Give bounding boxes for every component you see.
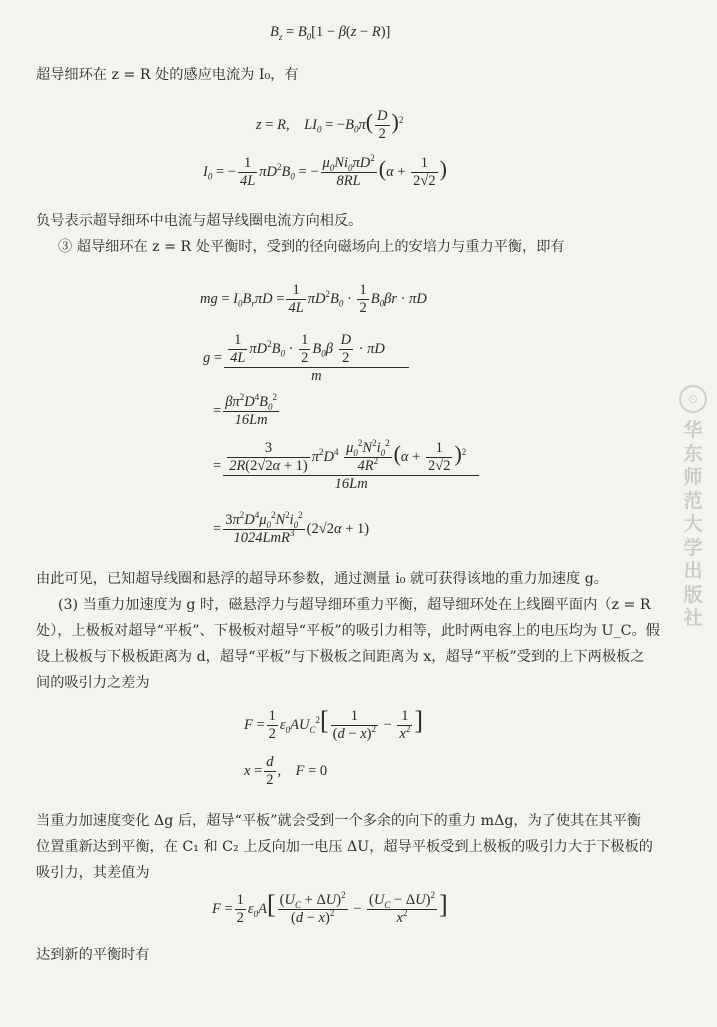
text-item-3: ③ 超导细环在 z = R 处平衡时，受到的径向磁场向上的安培力与重力平衡，即有	[58, 239, 565, 255]
text-para3-line2: 处），上极板对超导“平板”、下极板对超导“平板”的吸引力相等，此时两电容上的电压均为 U_C。假	[36, 623, 660, 639]
watermark-char: 师	[683, 466, 703, 488]
watermark-char: 出	[683, 560, 703, 582]
equation-g-step2: = $\frac{\beta\pi^2D^4B_0^2}{16Lm}$	[213, 392, 278, 428]
text-para3-line1: (3) 当重力加速度为 g 时，磁悬浮力与超导细环重力平衡，超导细环处在上线圈平面内（z = R	[58, 597, 651, 613]
watermark-char: 社	[683, 607, 703, 629]
text-para4-line1: 当重力加速度变化 Δg 后，超导“平板”就会受到一个多余的向下的重力 mΔg，为了使其在其平衡	[36, 813, 642, 829]
text-sign-note: 负号表示超导细环中电流与超导线圈电流方向相反。	[36, 213, 363, 229]
text-para3-line4: 间的吸引力之差为	[36, 675, 150, 691]
text-para4-line2: 位置重新达到平衡，在 C₁ 和 C₂ 上反向加一电压 ΔU，超导平板受到上极板的吸引力大于下极板的	[36, 839, 653, 855]
text-current-line: 超导细环在 z = R 处的感应电流为 I₀，有	[36, 67, 299, 83]
equation-force-2: F = $\frac{1}{2}$ $\varepsilon_0A$[ $\frac{(U_C + \Delta U)^2}{(d - x)^2}$ − $\frac{(U_C - \Delta U)^2}{x^2}$ ]	[212, 890, 448, 927]
watermark-char: 东	[683, 442, 703, 465]
watermark-char: 大	[683, 513, 703, 535]
equation-flux: z = R, $LI_0 = -B_0\pi$( $\frac{D}{2}$ )$^2$	[256, 108, 404, 142]
equation-i0: $I_0$ = − $\frac{1}{4L}$ $\pi D^2B_0$ = − $\frac{\mu_0Ni_0\pi D^2}{8RL}$ (α + $\frac{1}{2√2}$ )	[203, 153, 447, 189]
watermark-char: 华	[683, 419, 703, 441]
watermark-char: 范	[683, 489, 703, 512]
equation-mg: mg = $I_0B_r\pi D$ = $\frac{1}{4L}$ $\pi D^2B_0$ · $\frac{1}{2}$ $B_0\beta r \cdot \pi D$	[200, 282, 427, 316]
equation-g-step1: g = $\frac{1}{4L}$ $\pi D^2B_0$ · $\frac{1}{2}$ $B_0\beta$ $\frac{D}{2}$ · πD m	[203, 332, 407, 384]
equation-x-balance: x = $\frac{d}{2}$ , F = 0	[244, 754, 328, 788]
text-conclusion: 由此可见，已知超导线圈和悬浮的超导环参数，通过测量 i₀ 就可获得该地的重力加速度 g。	[36, 571, 608, 587]
text-para4-line3: 吸引力，其差值为	[36, 865, 150, 881]
watermark-char: 学	[683, 536, 703, 559]
equation-force-1: F = $\frac{1}{2}$ $\varepsilon_0AU_C^2$[ $\frac{1}{(d - x)^2}$ − $\frac{1}{x^2}$ ]	[244, 706, 424, 743]
equation-bz: $B_z = B_0[1 - \beta(z - R)]$	[270, 24, 391, 42]
equation-g-step4: = $\frac{3\pi^2D^4\mu_0^2N^2i_0^2}{1024LmR^3}$ (2√2α + 1)	[213, 510, 370, 546]
watermark-char: 版	[683, 583, 703, 606]
publisher-watermark	[678, 385, 708, 631]
text-new-balance: 达到新的平衡时有	[36, 947, 150, 963]
equation-g-step3: = $\frac{3}{2R(2√2\alpha + 1)}$ $\pi^2D^4$ $\frac{\mu_0^2N^2i_0^2}{4R^2}$ (α + $\frac{1}{2√2}$ )$^2$ 16Lm	[213, 440, 481, 493]
text-para3-line3: 设上极板与下极板距离为 d，超导“平板”与下极板之间距离为 x，超导“平板”受到的上下两极板之	[36, 649, 645, 665]
publisher-logo-icon: ⊙	[679, 385, 707, 413]
